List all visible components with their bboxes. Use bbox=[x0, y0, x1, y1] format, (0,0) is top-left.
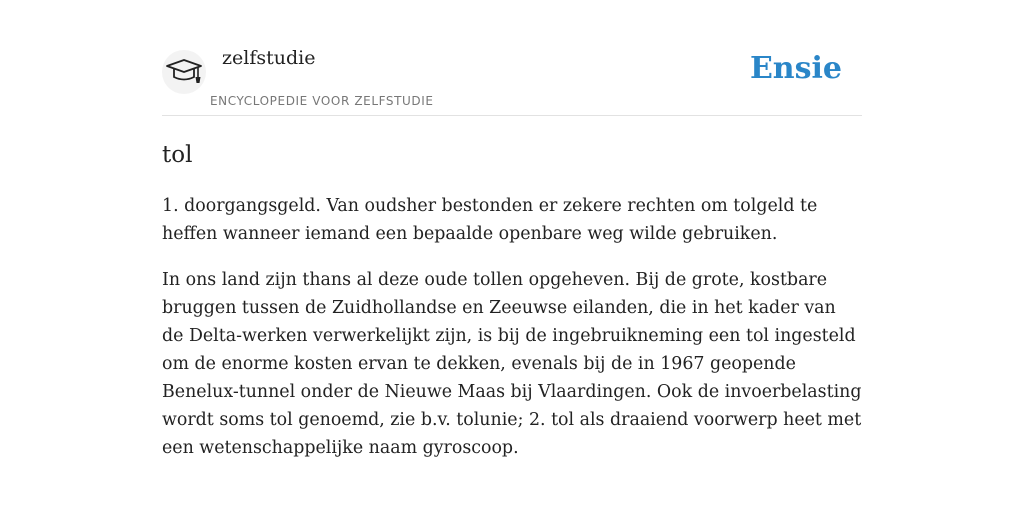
site-tagline: ENCYCLOPEDIE VOOR ZELFSTUDIE bbox=[210, 94, 434, 108]
entry-paragraph: In ons land zijn thans al deze oude tollen opgeheven. Bij de grote, kostbare bruggen tussen de Zuidhollandse en Zeeuwse eilanden, die in het kader van de Delta-werken verwerkelijkt zijn, is bij de ingebruikneming een tol ingesteld om de enorme kosten ervan te dekken, evenals bij de in 1967 geopende Benelux-tunnel onder de Nieuwe Maas bij Vlaardingen. Ook de invoerbelasting wordt soms tol genoemd, zie b.v. tolunie; 2. tol als draaiend voorwerp heet met een wetenschappelijke naam gyroscoop. bbox=[162, 270, 862, 458]
entry-body bbox=[162, 192, 862, 480]
entry-paragraph: 1. doorgangsgeld. Van oudsher bestonden er zekere rechten om tolgeld te heffen wanneer iemand een bepaalde openbare weg wilde gebruiken. bbox=[162, 196, 818, 244]
graduation-cap-icon[interactable] bbox=[162, 50, 206, 94]
brand-logo[interactable]: Ensie bbox=[749, 51, 842, 86]
page bbox=[162, 0, 862, 512]
site-name[interactable]: zelfstudie bbox=[222, 47, 316, 69]
site-header bbox=[162, 0, 862, 116]
entry-title: tol bbox=[162, 142, 193, 168]
